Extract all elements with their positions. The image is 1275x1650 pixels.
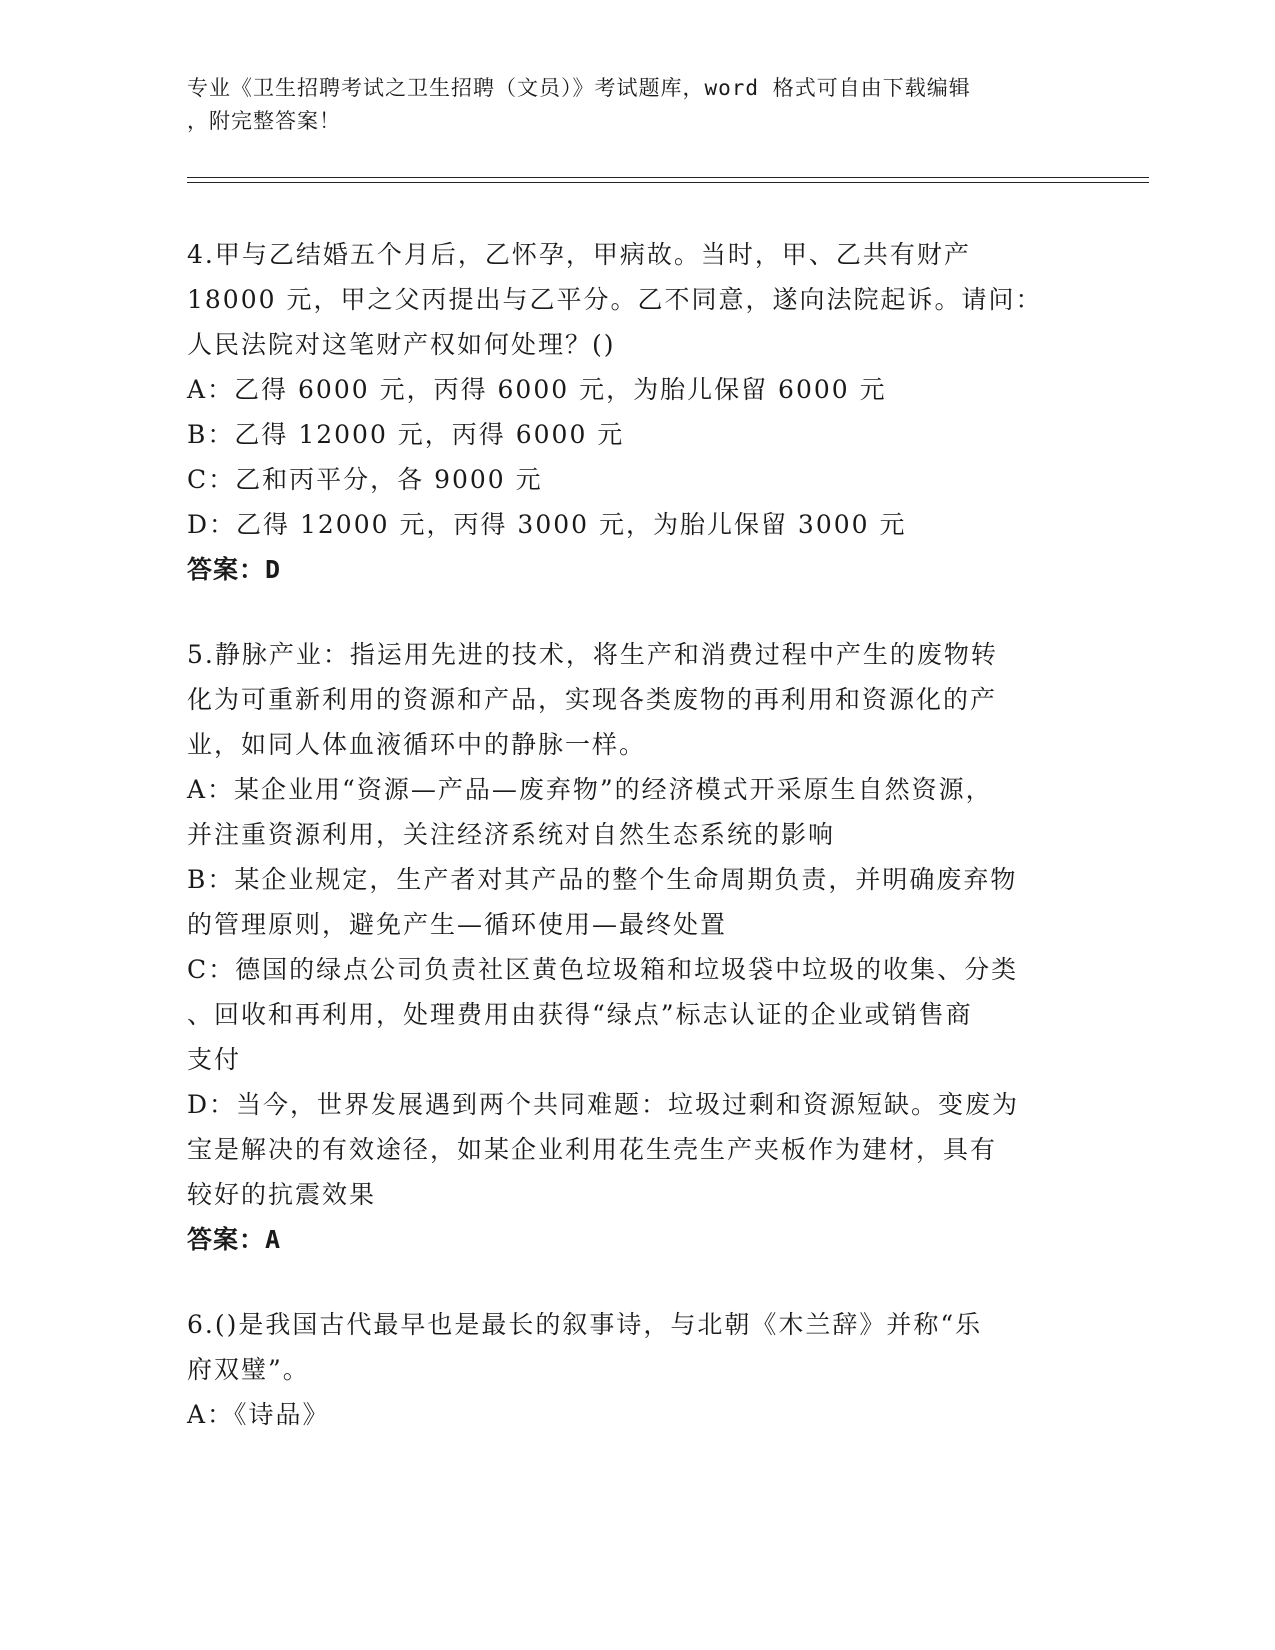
option-text-line: A：《诗品》 xyxy=(187,1400,330,1429)
question-stem-line: 人民法院对这笔财产权如何处理？() xyxy=(187,330,616,359)
question-stem-line: 5.静脉产业：指运用先进的技术，将生产和消费过程中产生的废物转 xyxy=(187,640,998,669)
option-text-line: D：乙得 12000 元，丙得 3000 元，为胎儿保留 3000 元 xyxy=(187,510,907,539)
answer-option xyxy=(187,457,1087,502)
question-stem-line: 化为可重新利用的资源和产品，实现各类废物的再利用和资源化的产 xyxy=(187,685,998,714)
answer-option xyxy=(187,502,1087,547)
question-stem-line: 业，如同人体血液循环中的静脉一样。 xyxy=(187,730,647,759)
page-header xyxy=(187,72,1087,138)
option-text-line: 、回收和再利用，处理费用由获得“绿点”标志认证的企业或销售商 xyxy=(187,1000,973,1029)
option-text-line: D：当今，世界发展遇到两个共同难题：垃圾过剩和资源短缺。变废为 xyxy=(187,1090,1020,1119)
option-text-line: 并注重资源利用，关注经济系统对自然生态系统的影响 xyxy=(187,820,836,849)
option-text-line: B：某企业规定，生产者对其产品的整个生命周期负责，并明确废弃物 xyxy=(187,865,1018,894)
answer-option xyxy=(187,1392,1087,1437)
answer-option xyxy=(187,947,1087,1082)
option-text-line: A：乙得 6000 元，丙得 6000 元，为胎儿保留 6000 元 xyxy=(187,375,887,404)
option-text-line: A：某企业用“资源—产品—废弃物”的经济模式开采原生自然资源， xyxy=(187,775,993,804)
option-text-line: 支付 xyxy=(187,1045,242,1074)
option-text-line: 较好的抗震效果 xyxy=(187,1180,377,1209)
header-line: ，附完整答案！ xyxy=(187,109,341,133)
answer-option xyxy=(187,412,1087,457)
header-divider xyxy=(187,177,1149,183)
option-text-line: 宝是解决的有效途径，如某企业利用花生壳生产夹板作为建材，具有 xyxy=(187,1135,998,1164)
answer-option xyxy=(187,367,1087,412)
question-list xyxy=(187,232,1087,1477)
header-line: 专业《卫生招聘考试之卫生招聘（文员）》考试题库，word 格式可自由下载编辑 xyxy=(187,76,971,100)
answer-key: 答案：A xyxy=(187,1225,282,1254)
question-stem-line: 府双璧”。 xyxy=(187,1355,310,1384)
answer-option xyxy=(187,1082,1087,1217)
question-block xyxy=(187,632,1087,1262)
question-stem-line: 4.甲与乙结婚五个月后，乙怀孕，甲病故。当时，甲、乙共有财产 xyxy=(187,240,971,269)
question-block xyxy=(187,1302,1087,1437)
option-text-line: 的管理原则，避免产生—循环使用—最终处置 xyxy=(187,910,728,939)
option-text-line: C：乙和丙平分，各 9000 元 xyxy=(187,465,543,494)
answer-key: 答案：D xyxy=(187,555,282,584)
question-block xyxy=(187,232,1087,592)
question-stem-line: 6.()是我国古代最早也是最长的叙事诗，与北朝《木兰辞》并称“乐 xyxy=(187,1310,983,1339)
answer-option xyxy=(187,857,1087,947)
option-text-line: C：德国的绿点公司负责社区黄色垃圾箱和垃圾袋中垃圾的收集、分类 xyxy=(187,955,1019,984)
answer-option xyxy=(187,767,1087,857)
option-text-line: B：乙得 12000 元，丙得 6000 元 xyxy=(187,420,625,449)
question-stem-line: 18000 元，甲之父丙提出与乙平分。乙不同意，遂向法院起诉。请问： xyxy=(187,285,1043,314)
